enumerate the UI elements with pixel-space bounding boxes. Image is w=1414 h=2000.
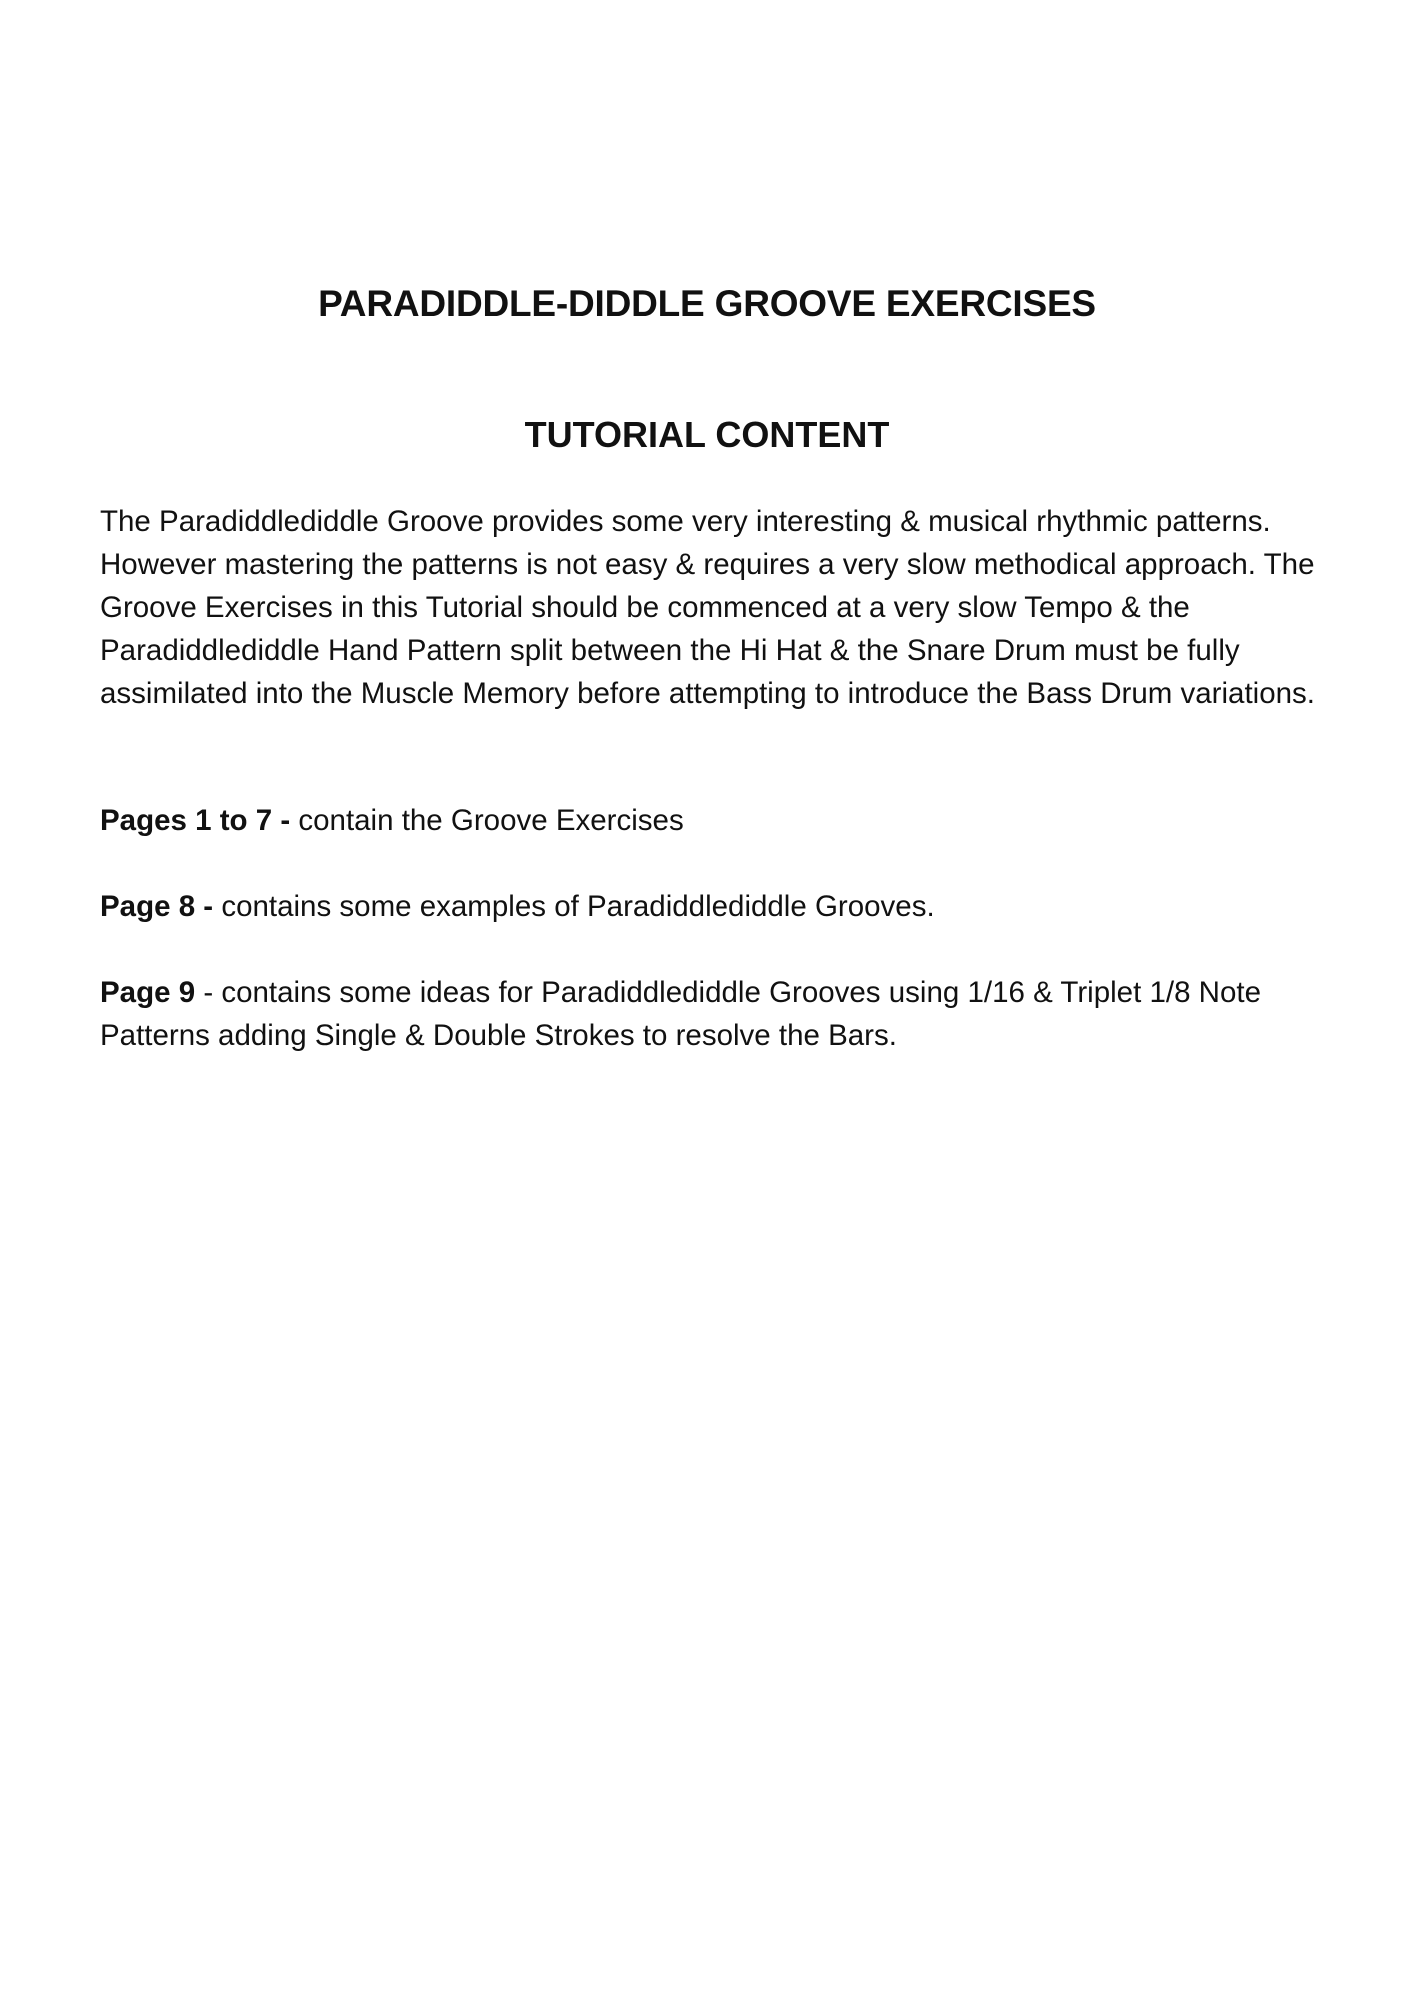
- page-title: PARADIDDLE-DIDDLE GROOVE EXERCISES: [318, 283, 1096, 324]
- section-heading: TUTORIAL CONTENT: [524, 414, 890, 455]
- content-item-lead: Pages 1 to 7 -: [100, 804, 291, 837]
- content-item-page-8: [100, 885, 1340, 928]
- intro-paragraph: The Paradiddlediddle Groove provides some very interesting & musical rhythmic patterns. However mastering the patterns is not easy & requires a very slow methodical approach. The Groove Exercises in this Tutorial should be commenced at a very slow Tempo & the Paradiddlediddle Hand Pattern split between the Hi Hat & the Snare Drum must be fully assimilated into the Muscle Memory before attempting to introduce the Bass Drum variations.: [100, 505, 1315, 710]
- content-item-pages-1-7: [100, 799, 1340, 842]
- content-item-lead: Page 8 -: [100, 890, 214, 923]
- content-item-text: - contains some ideas for Paradiddlediddle Grooves using 1/16 & Triplet 1/8 Note Patterns adding Single & Double Strokes to resolve the Bars.: [100, 976, 1261, 1052]
- content-item-page-9: [100, 971, 1340, 1057]
- content-item-lead: Page 9: [100, 976, 196, 1009]
- content-item-text: contain the Groove Exercises: [290, 804, 684, 837]
- content-item-text: contains some examples of Paradiddlediddle Grooves.: [213, 890, 935, 923]
